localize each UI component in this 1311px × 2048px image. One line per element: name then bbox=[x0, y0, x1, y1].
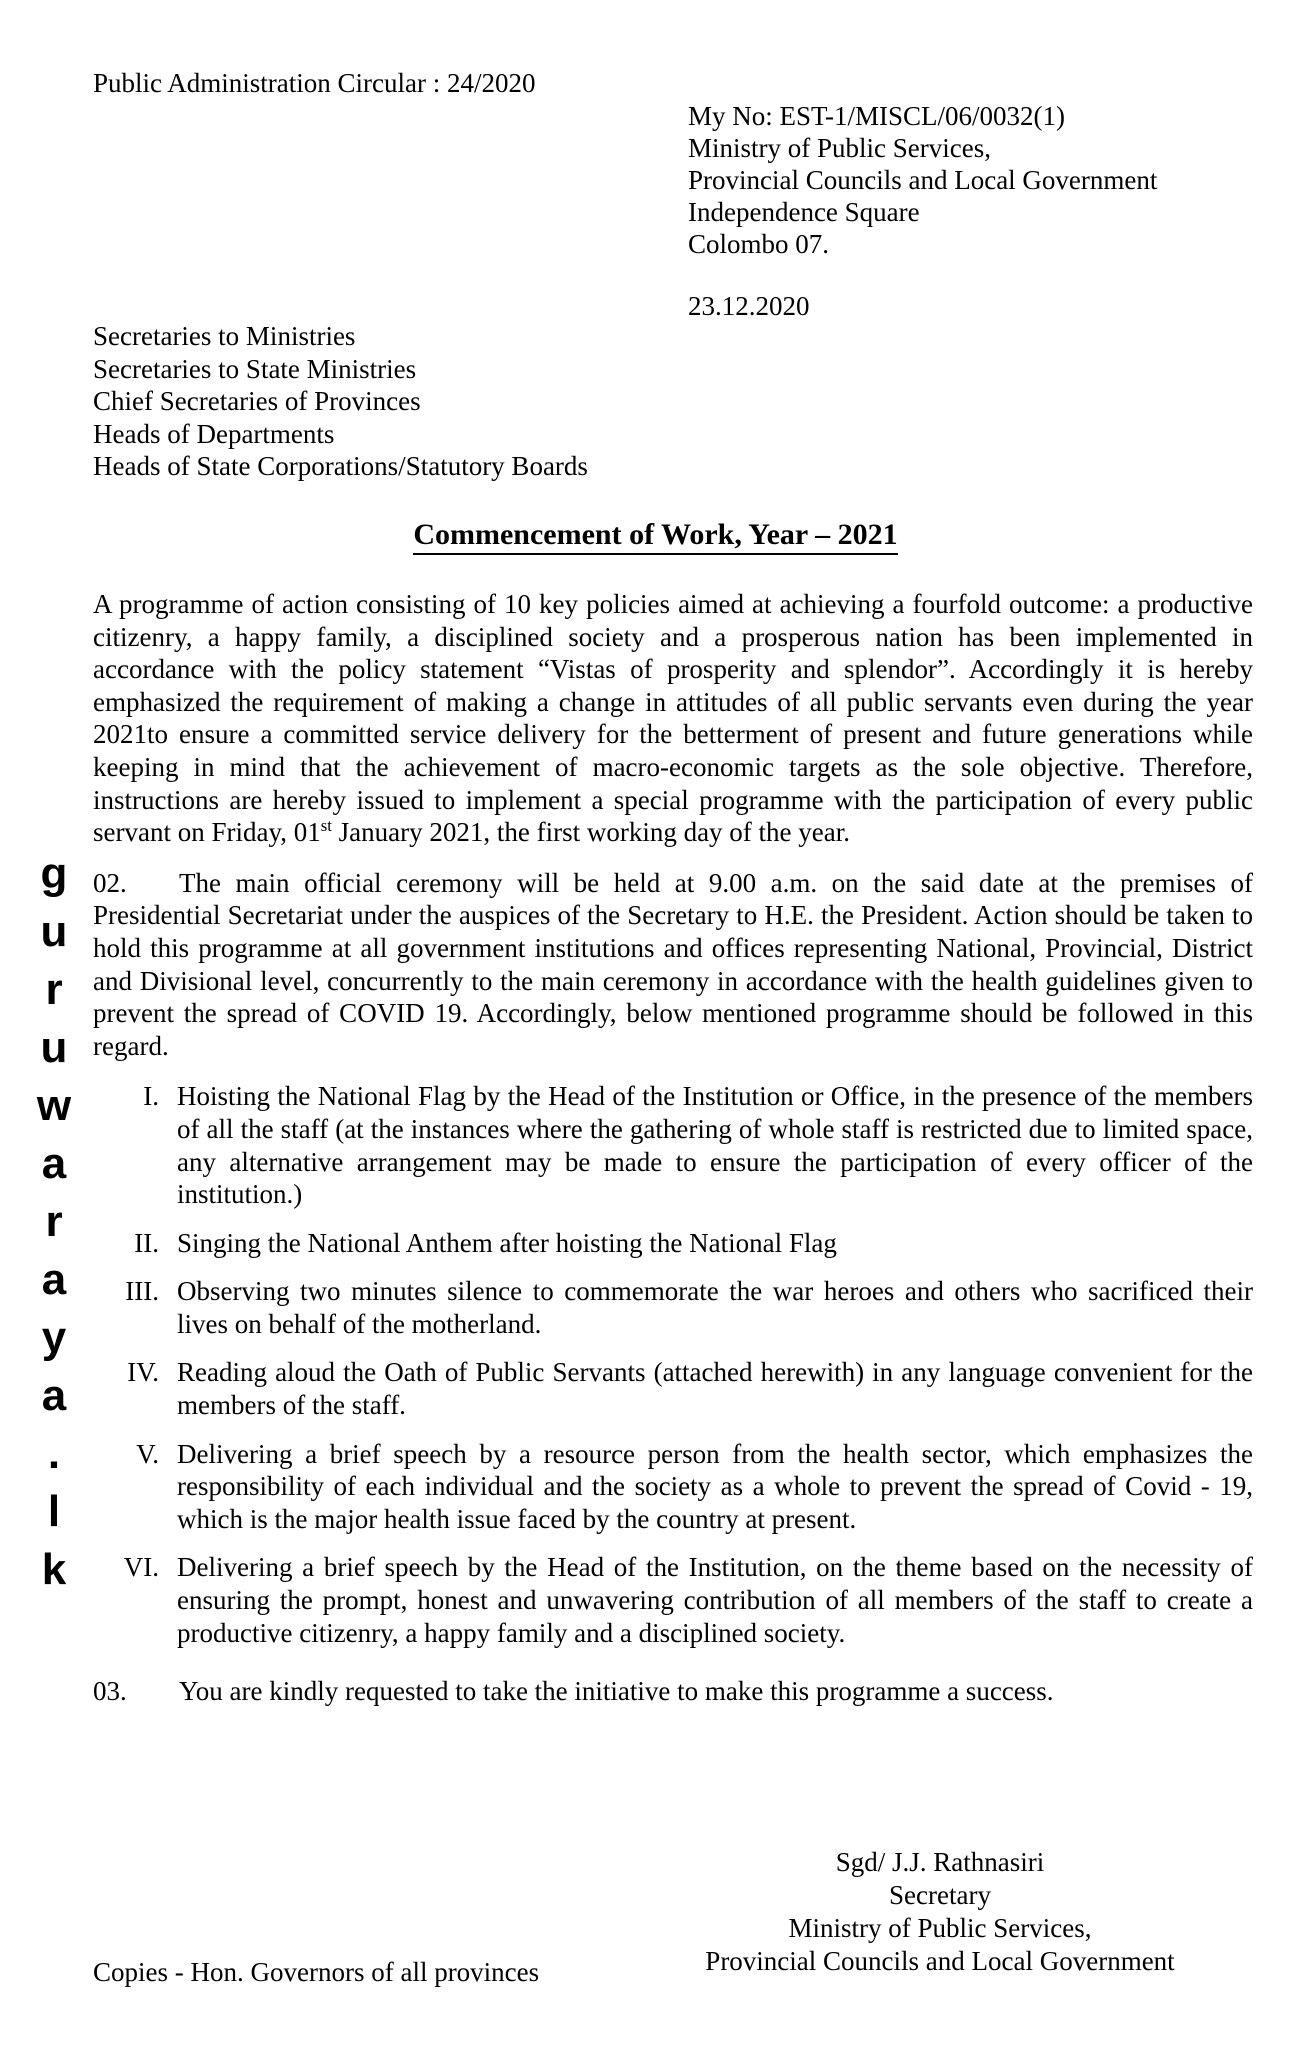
document-body bbox=[93, 588, 1253, 1708]
recipient-line: Chief Secretaries of Provinces bbox=[93, 386, 421, 416]
sender-department: Provincial Councils and Local Government bbox=[688, 165, 1158, 195]
sender-ministry: Ministry of Public Services, bbox=[688, 133, 991, 163]
paragraph-1-part-b: January 2021, the first working day of the year. bbox=[331, 817, 851, 848]
list-item-marker: III. bbox=[125, 1276, 159, 1307]
watermark-letter: y bbox=[41, 1313, 67, 1362]
watermark-letter: r bbox=[45, 965, 63, 1014]
copies-note: Copies - Hon. Governors of all provinces bbox=[93, 1957, 540, 1987]
signatory-department: Provincial Councils and Local Government bbox=[705, 1946, 1175, 1976]
sender-address-block bbox=[688, 100, 1157, 260]
watermark-letter: k bbox=[41, 1545, 67, 1594]
page-title bbox=[0, 518, 1311, 552]
circular-number: Public Administration Circular : 24/2020 bbox=[93, 68, 536, 98]
watermark-letter: u bbox=[40, 907, 68, 956]
paragraph-2 bbox=[93, 867, 1253, 1063]
list-item-marker: IV. bbox=[127, 1357, 159, 1388]
signature-block bbox=[620, 1846, 1260, 1978]
recipient-line: Secretaries to Ministries bbox=[93, 321, 356, 351]
list-item-marker: VI. bbox=[123, 1552, 159, 1583]
list-item bbox=[93, 1356, 1253, 1421]
recipient-list bbox=[93, 320, 588, 483]
sender-street: Independence Square bbox=[688, 197, 920, 227]
programme-item-list bbox=[93, 1080, 1253, 1649]
recipient-line: Heads of State Corporations/Statutory Boards bbox=[93, 451, 588, 481]
list-item-text: Reading aloud the Oath of Public Servants (attached herewith) in any language convenient for the members of the staff. bbox=[177, 1357, 1253, 1421]
list-item-text: Delivering a brief speech by a resource person from the health sector, which emphasizes the responsibility of each individual and the society as a whole to prevent the spread of Covid - 19, which is the major health issue faced by the country at present. bbox=[177, 1438, 1253, 1534]
document-date: 23.12.2020 bbox=[688, 291, 810, 321]
watermark-letter: a bbox=[41, 1371, 67, 1420]
list-item-marker: II. bbox=[134, 1227, 159, 1258]
paragraph-2-text: The main official ceremony will be held at 9.00 a.m. on the said date at the premises of Presidential Secretariat under the auspices of the Secretary to H.E. the President. Action should be taken to hold this programme at all government institutions and offices representing National, Provincial, District and Divisional level, concurrently to the main ceremony in accordance with the health guidelines given to prevent the spread of COVID 19. Accordingly, below mentioned programme should be followed in this regard. bbox=[93, 867, 1253, 1061]
recipient-line: Heads of Departments bbox=[93, 418, 335, 449]
list-item-text: Delivering a brief speech by the Head of the Institution, on the theme based on the necessity of ensuring the prompt, honest and unwavering contribution of all members of the staff to create a productive citizenry, a happy family and a disciplined society. bbox=[177, 1552, 1253, 1648]
reference-number: My No: EST-1/MISCL/06/0032(1) bbox=[688, 101, 1066, 131]
signatory-name: Sgd/ J.J. Rathnasiri bbox=[835, 1847, 1045, 1877]
watermark-letter: w bbox=[36, 1081, 72, 1130]
watermark-letter: g bbox=[40, 849, 68, 898]
recipient-line: Secretaries to State Ministries bbox=[93, 353, 417, 384]
list-item-marker: I. bbox=[143, 1081, 159, 1112]
watermark-letter: r bbox=[45, 1197, 63, 1246]
paragraph-2-number: 02. bbox=[93, 867, 127, 898]
signatory-ministry: Ministry of Public Services, bbox=[788, 1913, 1092, 1943]
watermark-letter: . bbox=[47, 1429, 61, 1478]
watermark-vertical-text bbox=[26, 845, 82, 1599]
list-item bbox=[93, 1275, 1253, 1340]
watermark-letter: l bbox=[47, 1487, 61, 1536]
paragraph-3 bbox=[93, 1675, 1253, 1708]
list-item bbox=[93, 1227, 1253, 1260]
list-item-text: Singing the National Anthem after hoisting the National Flag bbox=[177, 1227, 837, 1258]
sender-city: Colombo 07. bbox=[688, 229, 830, 259]
list-item-marker: V. bbox=[136, 1438, 159, 1469]
paragraph-3-text: You are kindly requested to take the initiative to make this programme a success. bbox=[179, 1676, 1054, 1707]
watermark-letter: u bbox=[40, 1023, 68, 1072]
paragraph-1 bbox=[93, 588, 1253, 849]
watermark-letter: a bbox=[41, 1255, 67, 1304]
watermark-letter: a bbox=[41, 1139, 67, 1188]
paragraph-3-number: 03. bbox=[93, 1676, 127, 1707]
list-item-text: Hoisting the National Flag by the Head of the Institution or Office, in the presence of the members of all the staff (at the instances where the gathering of whole staff is restricted due to limited space, any alternative arrangement may be made to ensure the participation of every officer of the institution.) bbox=[177, 1081, 1253, 1210]
list-item bbox=[93, 1438, 1253, 1536]
paragraph-1-part-a: A programme of action consisting of 10 key policies aimed at achieving a fourfold outcome: a productive citizenry, a happy family, a disciplined society and a prosperous nation has been implemented in accordance with the policy statement “Vistas of prosperity and splendor”. Accordingly it is hereby emphasized the requirement of making a change in attitudes of all public servants even during the year 2021to ensure a committed service delivery for the betterment of present and future generations while keeping in mind that the achievement of macro-economic targets as the sole objective. Therefore, instructions are hereby issued to implement a special programme with the participation of every public servant on Friday, 01 bbox=[93, 589, 1253, 848]
signatory-designation: Secretary bbox=[889, 1880, 991, 1910]
list-item bbox=[93, 1080, 1253, 1210]
ordinal-suffix: st bbox=[320, 816, 332, 836]
list-item bbox=[93, 1551, 1253, 1649]
page-title-text: Commencement of Work, Year – 2021 bbox=[413, 518, 897, 555]
list-item-text: Observing two minutes silence to commemorate the war heroes and others who sacrificed their lives on behalf of the motherland. bbox=[177, 1276, 1253, 1339]
